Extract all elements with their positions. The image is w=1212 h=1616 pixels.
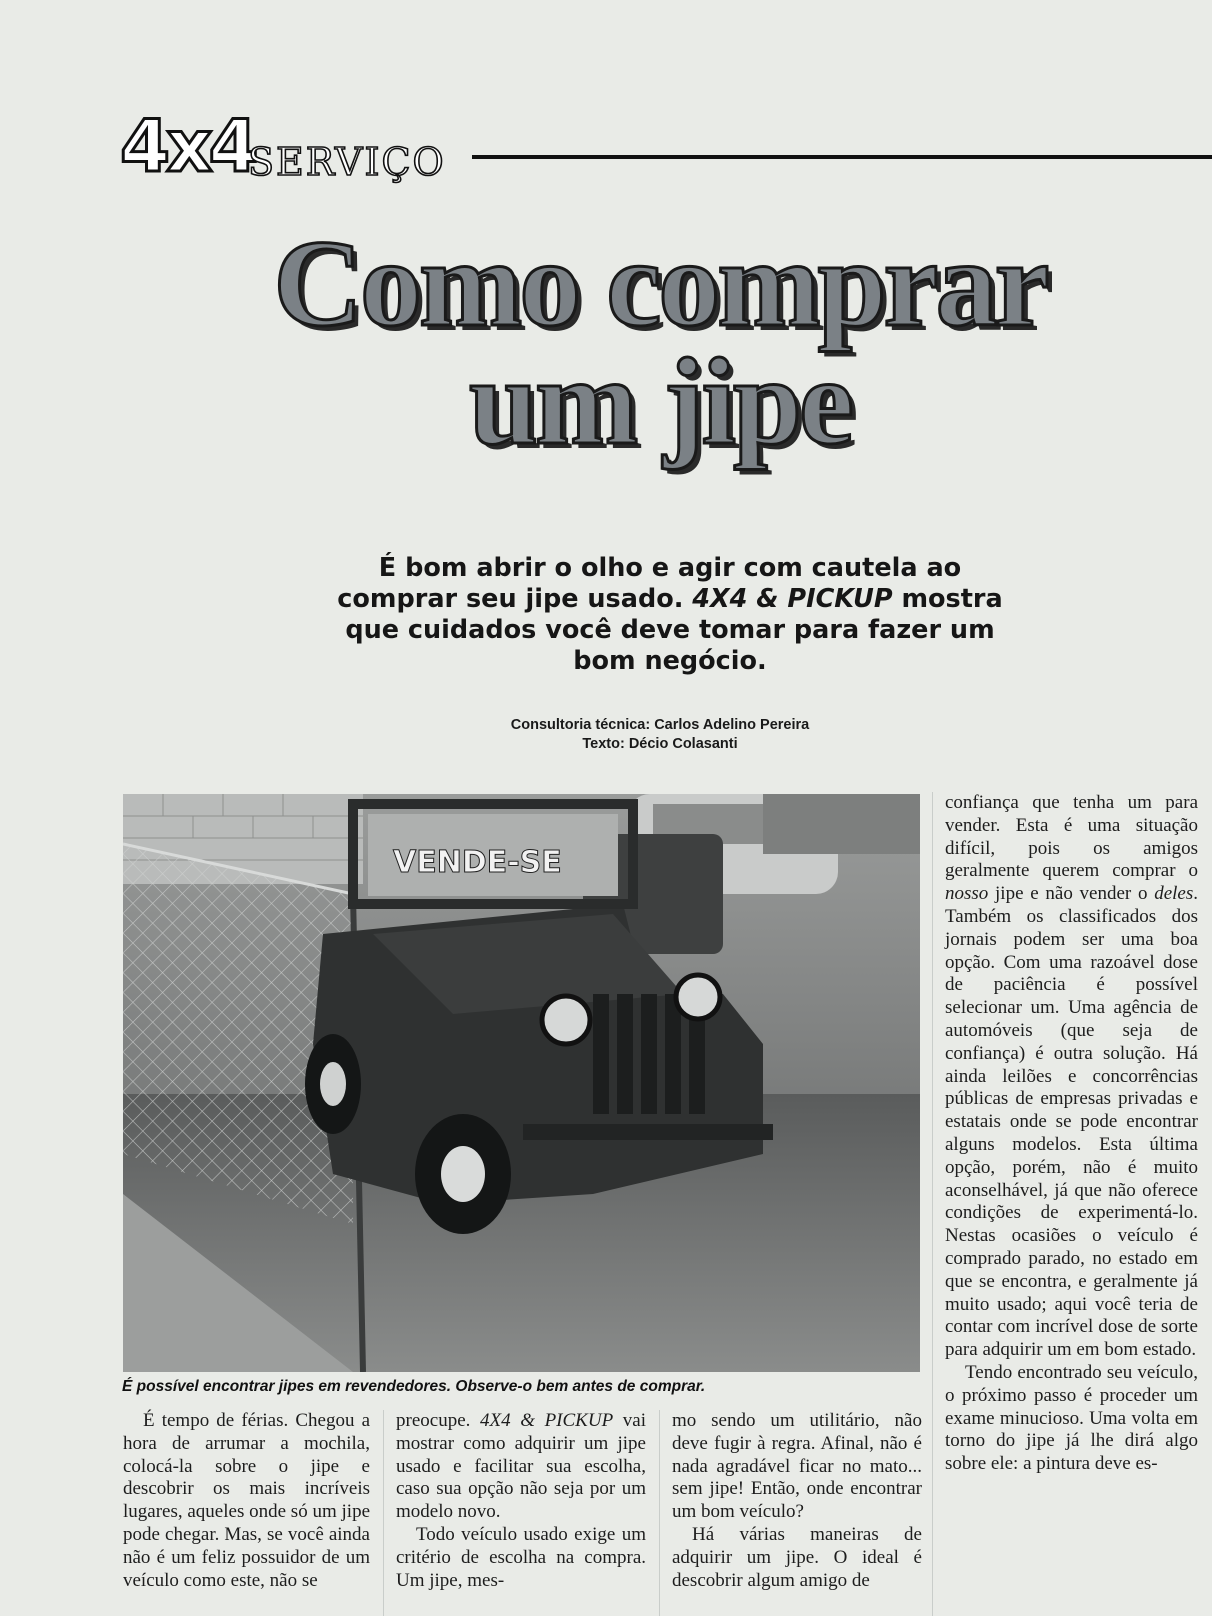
column-divider	[932, 792, 933, 1616]
paragraph: Todo veículo usado exige um critério de escolha na compra. Um jipe, mes-	[396, 1523, 646, 1591]
emphasis: nosso	[945, 883, 989, 905]
column-divider	[659, 1410, 660, 1616]
dek-text-2: mostra que cuidados você deve tomar para fazer um bom negócio.	[345, 584, 1003, 676]
title-line-1: Como comprar	[273, 215, 1047, 352]
article-column-3	[672, 1410, 922, 1592]
header-rule	[472, 155, 1212, 159]
photo-sign-text: VENDE-SE	[393, 845, 562, 880]
title-line-2: um jipe	[469, 333, 851, 470]
photo-caption: É possível encontrar jipes em revendedores. Observe-o bem antes de comprar.	[122, 1378, 706, 1395]
paragraph: Há várias maneiras de adquirir um jipe. O ideal é descobrir algum amigo de	[672, 1523, 922, 1591]
credit-technical: Consultoria técnica: Carlos Adelino Pereira	[510, 717, 810, 733]
emphasis: deles	[1154, 883, 1194, 905]
brand-name: 4X4 & PICKUP	[479, 1410, 614, 1431]
jeep-lot-photo	[123, 794, 920, 1372]
article-column-1	[123, 1410, 370, 1592]
paragraph: Tendo encontrado seu veículo, o próximo passo é proceder um exame minucioso. Uma volta em torno do jipe já lhe dirá algo sobre ele: a pintura deve es-	[945, 1361, 1198, 1475]
article-photo	[123, 794, 920, 1372]
section-header	[120, 100, 1212, 195]
dek-text-1: É bom abrir o olho e agir com cautela ao comprar seu jipe usado.	[337, 553, 962, 614]
paragraph: preocupe. 4X4 & PICKUP vai mostrar como adquirir um jipe usado e facilitar sua escolha, caso sua opção não seja por um modelo novo.	[396, 1410, 646, 1523]
article-credits	[420, 716, 900, 754]
dek-brand: 4X4 & PICKUP	[692, 584, 893, 614]
credit-text: Texto: Décio Colasanti	[582, 736, 738, 752]
paragraph: confiança que tenha um para vender. Esta é uma situação difícil, pois os amigos geralmente querem comprar o nosso jipe e não vender o deles. Também os classificados dos jornais podem ser uma boa opção. Com uma razoável dose de paciência é possível selecionar um. Uma agência de automóveis (que seja de confiança) é outra solução. Há ainda leilões e concorrências públicas de empresas privadas e estatais onde se pode encontrar alguns modelos. Esta última opção, porém, não é muito aconselhável, já que não oferece condições de experimentá-lo. Nestas ocasiões o veículo é comprado parado, no estado em que se encontra, e geralmente já muito usado; aqui você teria de contar com incrível dose de sorte para adquirir um em bom estado.	[945, 792, 1198, 1361]
article-column-2	[396, 1410, 646, 1592]
paragraph: É tempo de férias. Chegou a hora de arrumar a mochila, colocá-la sobre o jipe e descobrir os mais incríveis lugares, aqueles onde só um jipe pode chegar. Mas, se você ainda não é um feliz possuidor de um veículo como este, não se	[123, 1410, 370, 1591]
section-label: SERVIÇO	[248, 140, 446, 184]
paragraph: mo sendo um utilitário, não deve fugir à regra. Afinal, não é nada agradável ficar no mato... sem jipe! Então, onde encontrar um bom veículo?	[672, 1410, 922, 1523]
column-divider	[383, 1410, 384, 1616]
article-title	[230, 215, 1090, 470]
magazine-logo: 4x4	[120, 104, 255, 188]
article-column-right	[945, 792, 1198, 1476]
article-dek	[320, 553, 1020, 677]
